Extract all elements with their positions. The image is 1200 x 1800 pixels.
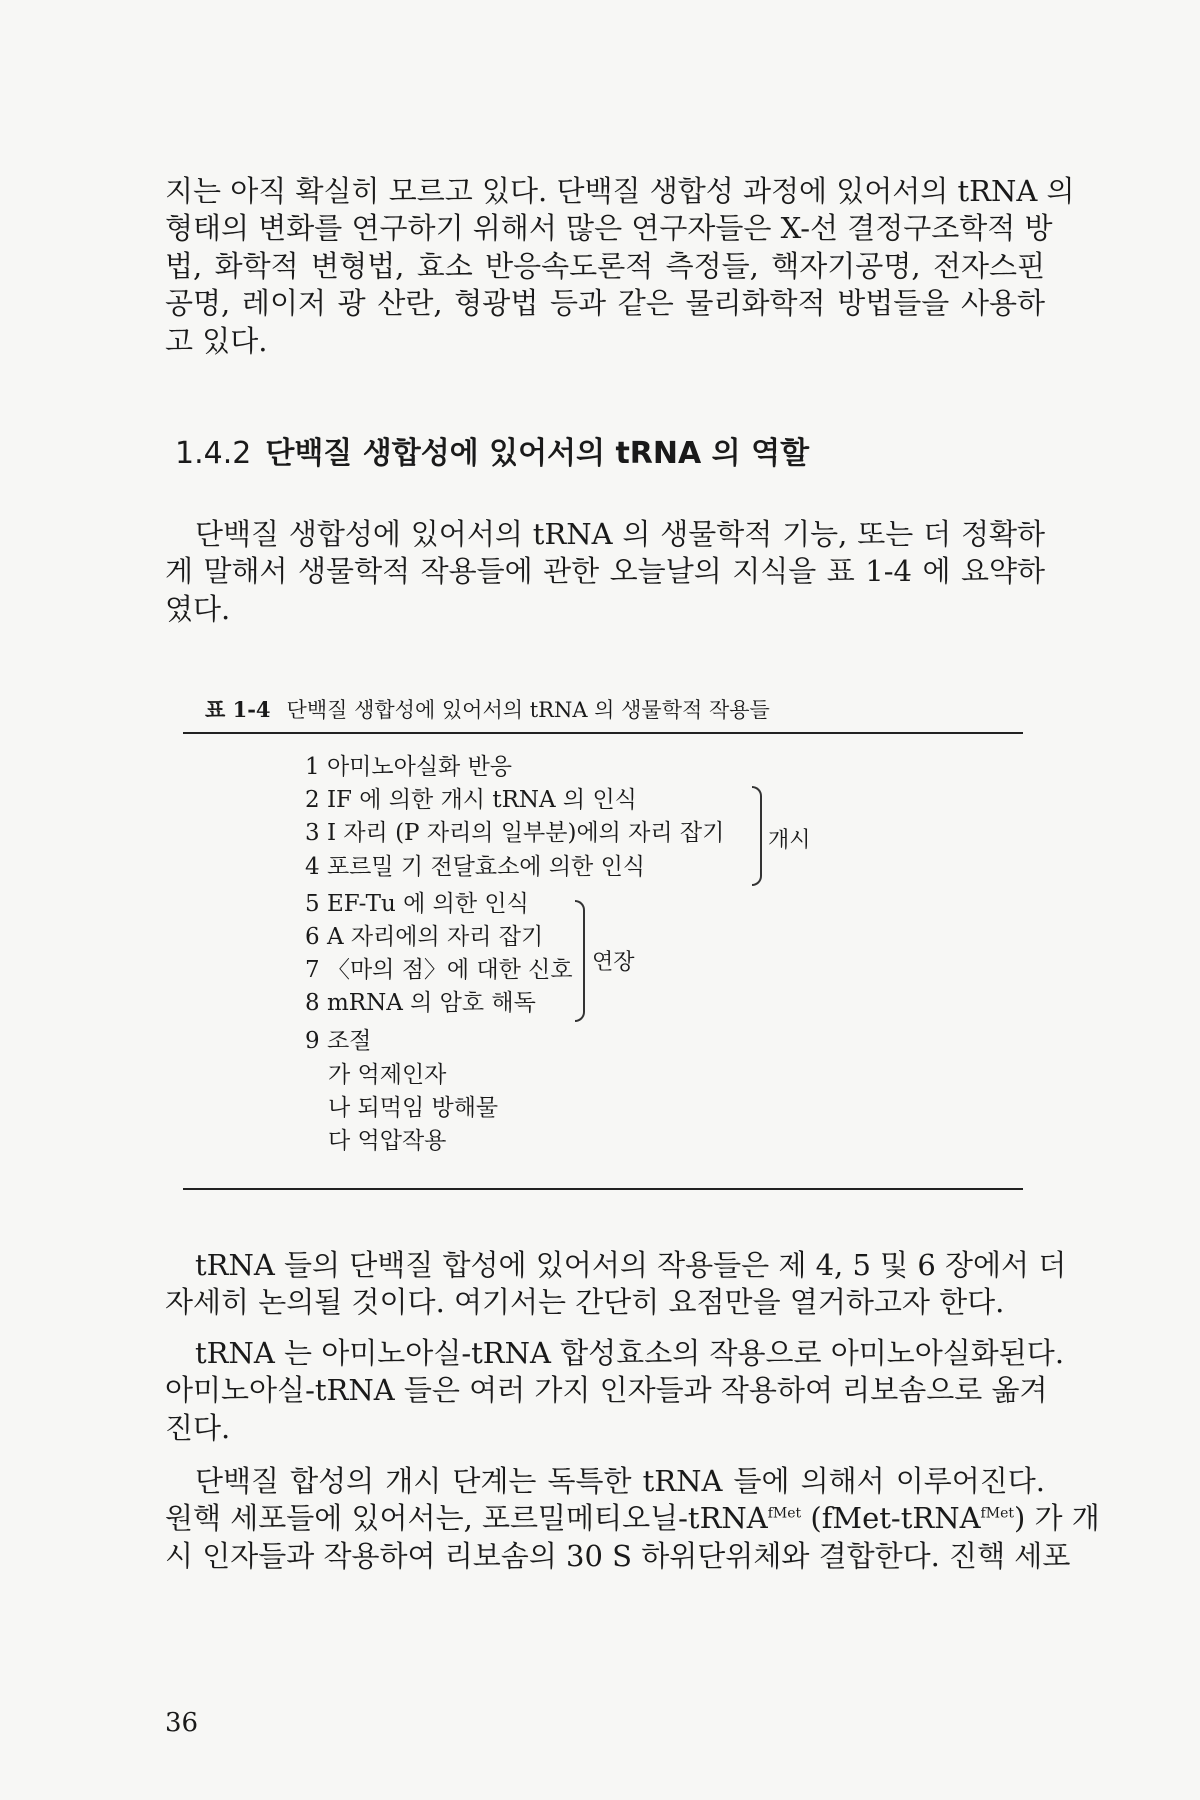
table-row: 6 A 자리에의 자리 잡기	[305, 924, 544, 950]
section-heading	[175, 428, 809, 472]
text-line: 였다.	[165, 591, 231, 626]
table-top-rule	[183, 732, 1023, 734]
table-row: 4 포르밀 기 전달효소에 의한 인식	[305, 854, 646, 880]
table-row: 9 조절	[305, 1028, 372, 1054]
table-row: 1 아미노아실화 반응	[305, 754, 512, 780]
text-line: 법, 화학적 변형법, 효소 반응속도론적 측정들, 핵자기공명, 전자스핀	[165, 248, 1045, 283]
initiation-group-label: 개시	[768, 828, 811, 853]
table-caption-text: 단백질 생합성에 있어서의 tRNA 의 생물학적 작용들	[286, 698, 770, 722]
elongation-brace	[575, 900, 585, 1022]
table-row: 2 IF 에 의한 개시 tRNA 의 인식	[305, 787, 637, 813]
text-line: 고 있다.	[165, 323, 268, 358]
page-number: 36	[165, 1708, 199, 1738]
text-fragment: 원핵 세포들에 있어서는, 포르밀메티오닐-tRNA	[165, 1501, 768, 1536]
text-line: 단백질 합성의 개시 단계는 독특한 tRNA 들에 의해서 이루어진다.	[195, 1464, 1045, 1498]
text-line: 자세히 논의될 것이다. 여기서는 간단히 요점만을 열거하고자 한다.	[165, 1285, 1005, 1320]
text-line: tRNA 는 아미노아실-tRNA 합성효소의 작용으로 아미노아실화된다.	[195, 1336, 1065, 1370]
text-line: 공명, 레이저 광 산란, 형광법 등과 같은 물리화학적 방법들을 사용하	[165, 286, 1045, 321]
section-title: 단백질 생합성에 있어서의 tRNA 의 역할	[265, 436, 810, 471]
superscript: fMet	[767, 1505, 802, 1522]
table-row: 8 mRNA 의 암호 해독	[305, 990, 536, 1016]
summary-paragraph	[165, 516, 1045, 628]
text-line: 진다.	[165, 1410, 231, 1445]
table-bottom-rule	[183, 1188, 1023, 1190]
elongation-group-label: 연장	[592, 950, 635, 975]
intro-paragraph	[165, 173, 1075, 360]
table-row: 5 EF-Tu 에 의한 인식	[305, 891, 529, 917]
text-line: 형태의 변화를 연구하기 위해서 많은 연구자들은 X-선 결정구조학적 방	[165, 211, 1053, 246]
text-line: tRNA 들의 단백질 합성에 있어서의 작용들은 제 4, 5 및 6 장에서 더	[195, 1248, 1067, 1282]
text-line: 게 말해서 생물학적 작용들에 관한 오늘날의 지식을 표 1-4 에 요약하	[165, 554, 1045, 589]
initiation-brace	[752, 786, 762, 886]
text-line: 시 인자들과 작용하여 리보솜의 30 S 하위단위체와 결합한다. 진핵 세포	[165, 1538, 1071, 1573]
table-row: 3 I 자리 (P 자리의 일부분)에의 자리 잡기	[305, 820, 725, 846]
text-fragment: ) 가 개	[1013, 1501, 1100, 1536]
text-line	[165, 1500, 1100, 1537]
text-fragment: (fMet-tRNA	[801, 1501, 981, 1536]
table-sub-row: 나 되먹임 방해물	[328, 1095, 499, 1121]
text-line: 아미노아실-tRNA 들은 여러 가지 인자들과 작용하여 리보솜으로 옮겨	[165, 1373, 1048, 1408]
table-row: 7 〈마의 점〉에 대한 신호	[305, 957, 573, 983]
text-line: 지는 아직 확실히 모르고 있다. 단백질 생합성 과정에 있어서의 tRNA 의	[165, 174, 1075, 208]
superscript: fMet	[980, 1505, 1014, 1522]
section-number: 1.4.2	[175, 436, 252, 471]
text-line: 단백질 생합성에 있어서의 tRNA 의 생물학적 기능, 또는 더 정확하	[195, 517, 1045, 551]
aminoacylation-paragraph	[165, 1335, 1065, 1447]
roles-paragraph	[165, 1247, 1067, 1322]
table-sub-row: 다 억압작용	[328, 1128, 447, 1154]
table-caption	[205, 694, 770, 724]
initiation-paragraph	[165, 1463, 1100, 1575]
table-sub-row: 가 억제인자	[328, 1062, 447, 1088]
table-label: 표 1-4	[205, 697, 271, 722]
